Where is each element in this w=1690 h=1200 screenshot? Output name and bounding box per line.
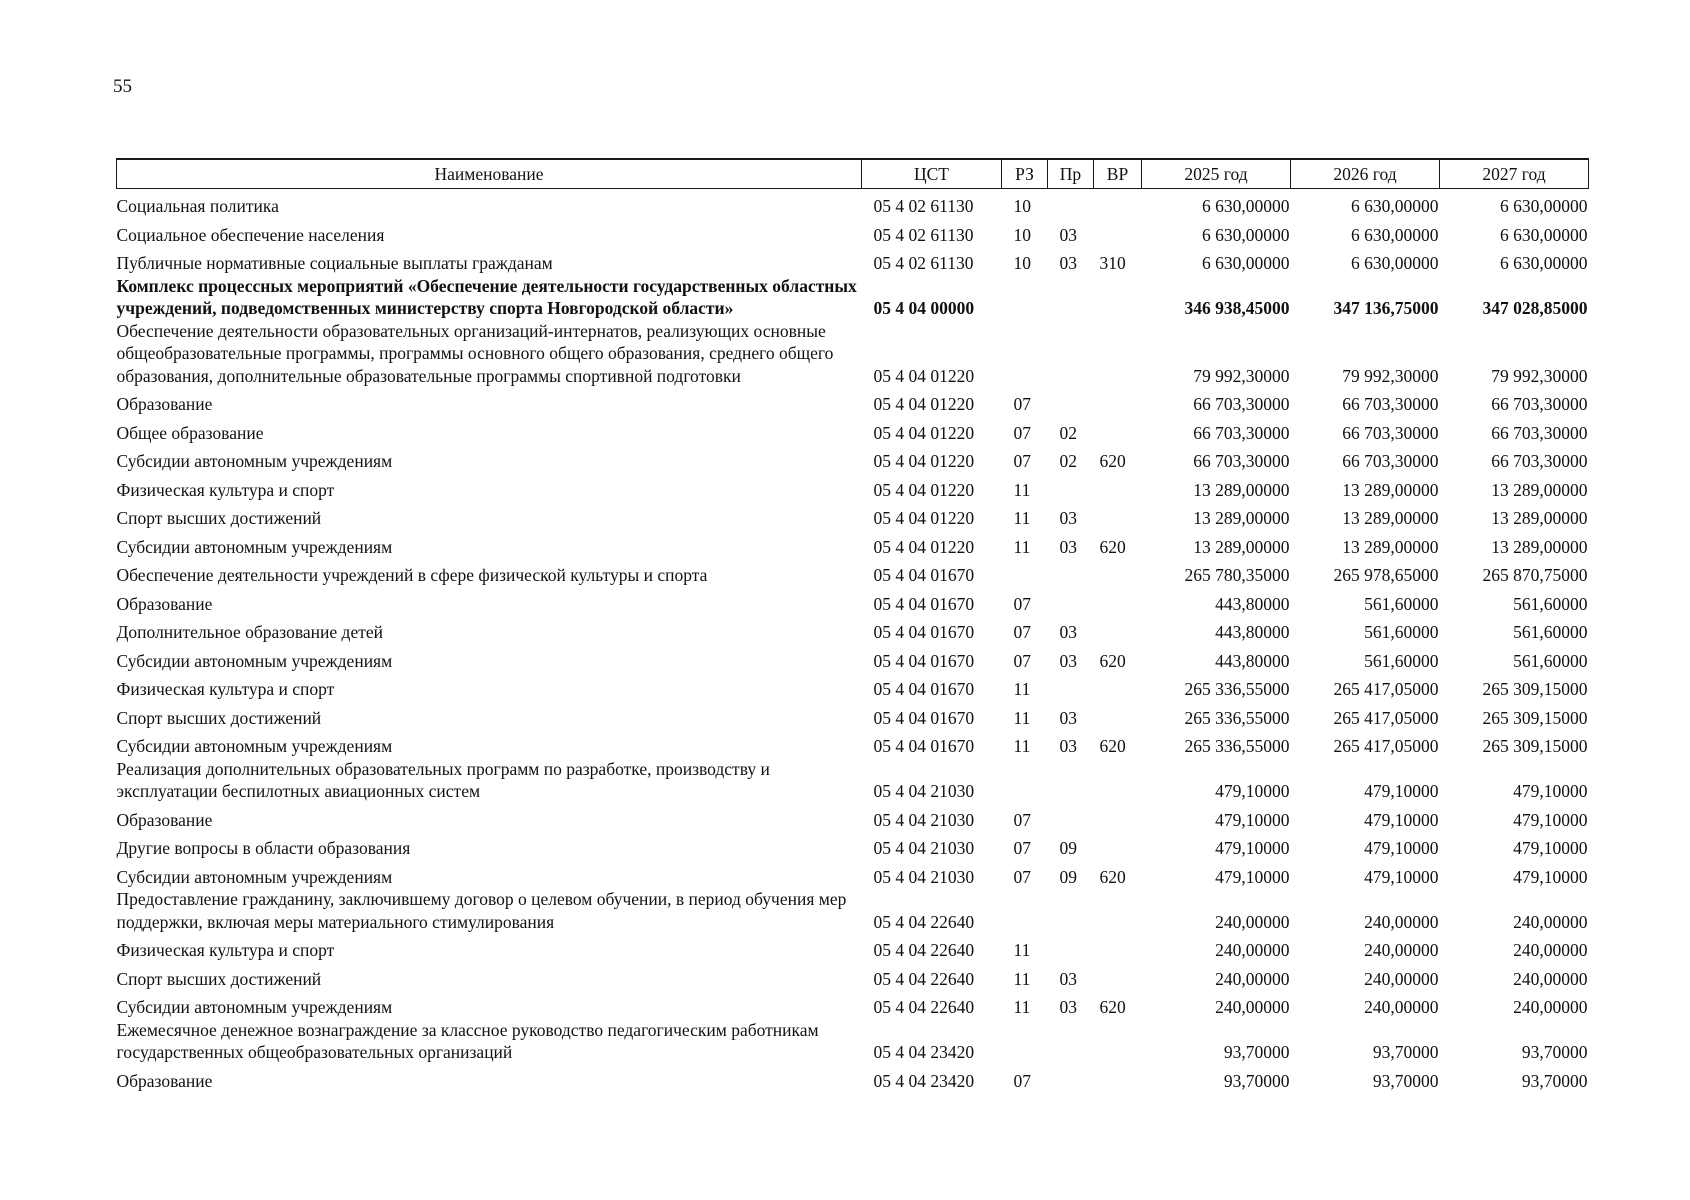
row-pr [1048, 275, 1094, 320]
row-cst: 05 4 04 01220 [873, 422, 975, 443]
table-row [117, 615, 1589, 644]
row-pr [1048, 320, 1094, 388]
row-vr [1094, 387, 1142, 416]
row-name: Обеспечение деятельности образовательных организаций-интернатов, реализующих основные общеобразовательные программы, программы основного общего образования, среднего общего образования, дополнительные образовательные программы спортивной подготовки [116, 320, 834, 386]
row-pr: 09 [1059, 838, 1077, 858]
row-2025: 443,80000 [1215, 650, 1290, 671]
row-2026: 6 630,00000 [1351, 224, 1439, 245]
row-name: Субсидии автономным учреждениям [116, 736, 393, 756]
row-pr: 03 [1059, 736, 1077, 756]
row-pr [1048, 587, 1094, 616]
row-rz: 11 [1013, 736, 1031, 756]
row-2026: 265 978,65000 [1333, 565, 1439, 585]
table-row [117, 701, 1589, 730]
row-pr [1048, 758, 1094, 803]
row-cst: 05 4 04 01670 [873, 736, 975, 756]
row-name: Образование [116, 593, 213, 614]
row-2027: 66 703,30000 [1491, 422, 1588, 443]
row-2027: 66 703,30000 [1491, 394, 1588, 414]
row-rz [1002, 558, 1048, 587]
row-2027: 6 630,00000 [1500, 224, 1588, 245]
row-pr [1048, 888, 1094, 933]
table-row [117, 860, 1589, 889]
row-vr [1094, 672, 1142, 701]
row-2025: 479,10000 [1215, 866, 1290, 887]
header-vr: ВР [1094, 159, 1142, 189]
row-2026: 93,70000 [1372, 1070, 1439, 1091]
row-name: Образование [116, 1070, 213, 1091]
row-rz: 07 [1013, 866, 1031, 887]
row-2026: 6 630,00000 [1351, 253, 1439, 273]
row-vr [1094, 473, 1142, 502]
row-2025: 93,70000 [1223, 1070, 1290, 1091]
row-cst: 05 4 04 22640 [873, 997, 975, 1017]
row-2026: 240,00000 [1364, 968, 1439, 989]
row-2027: 6 630,00000 [1500, 253, 1588, 273]
table-row [117, 218, 1589, 247]
row-name: Образование [116, 394, 213, 414]
row-pr [1048, 933, 1094, 962]
header-rz: РЗ [1002, 159, 1048, 189]
row-pr: 03 [1059, 508, 1077, 528]
row-2025: 240,00000 [1215, 997, 1290, 1017]
row-cst: 05 4 04 21030 [873, 781, 975, 801]
table-row [117, 275, 1589, 320]
row-vr: 620 [1099, 866, 1126, 887]
row-cst: 05 4 04 22640 [873, 968, 975, 989]
row-cst: 05 4 04 01670 [873, 593, 975, 614]
row-2025: 443,80000 [1215, 622, 1290, 642]
row-2025: 66 703,30000 [1193, 451, 1290, 471]
row-2026: 13 289,00000 [1342, 536, 1439, 557]
table-row [117, 246, 1589, 275]
table-row [117, 729, 1589, 758]
row-name: Предоставление гражданину, заключившему договор о целевом обучении, в период обучения мер поддержки, включая меры материального стимулирования [116, 889, 847, 932]
row-2025: 240,00000 [1215, 968, 1290, 989]
row-rz: 11 [1013, 536, 1031, 557]
row-name: Образование [116, 809, 213, 830]
row-pr: 09 [1059, 866, 1077, 887]
row-2026: 240,00000 [1364, 997, 1439, 1017]
header-2025: 2025 год [1142, 159, 1291, 189]
row-name: Другие вопросы в области образования [116, 838, 411, 858]
row-2025: 6 630,00000 [1202, 253, 1290, 273]
row-name: Общее образование [116, 422, 264, 443]
row-vr [1094, 501, 1142, 530]
row-cst: 05 4 04 01670 [873, 622, 975, 642]
row-vr [1094, 831, 1142, 860]
row-name: Субсидии автономным учреждениям [116, 866, 393, 887]
row-rz [1002, 758, 1048, 803]
header-cst: ЦСТ [862, 159, 1002, 189]
row-rz: 07 [1013, 593, 1031, 614]
row-2026: 66 703,30000 [1342, 394, 1439, 414]
row-2027: 13 289,00000 [1491, 536, 1588, 557]
row-name: Субсидии автономным учреждениям [116, 650, 393, 671]
row-vr [1094, 933, 1142, 962]
table-row [117, 831, 1589, 860]
row-cst: 05 4 04 01220 [873, 451, 975, 471]
table-row [117, 933, 1589, 962]
row-2027: 240,00000 [1513, 968, 1588, 989]
table-row [117, 530, 1589, 559]
row-2027: 479,10000 [1513, 781, 1588, 801]
row-pr [1048, 1064, 1094, 1093]
row-vr [1094, 615, 1142, 644]
row-vr [1094, 275, 1142, 320]
row-2025: 79 992,30000 [1193, 365, 1290, 386]
row-2025: 93,70000 [1223, 1042, 1290, 1062]
row-cst: 05 4 04 22640 [873, 911, 975, 932]
row-cst: 05 4 04 01220 [873, 365, 975, 386]
row-2027: 347 028,85000 [1482, 298, 1588, 318]
row-vr: 310 [1099, 253, 1126, 273]
row-name: Субсидии автономным учреждениям [116, 997, 393, 1017]
row-name: Социальное обеспечение населения [116, 224, 385, 245]
row-2026: 479,10000 [1364, 838, 1439, 858]
row-name: Комплекс процессных мероприятий «Обеспечение деятельности государственных областных учреждений, подведомственных министерству спорта Новгородской области» [116, 275, 857, 318]
row-2027: 79 992,30000 [1491, 365, 1588, 386]
row-2025: 346 938,45000 [1184, 298, 1290, 318]
row-pr: 03 [1059, 997, 1077, 1017]
table-header [117, 159, 1589, 189]
row-cst: 05 4 02 61130 [873, 224, 974, 245]
row-2027: 93,70000 [1521, 1042, 1588, 1062]
row-cst: 05 4 04 01670 [873, 707, 975, 728]
row-pr: 03 [1059, 707, 1077, 728]
row-rz: 07 [1013, 451, 1031, 471]
row-name: Реализация дополнительных образовательных программ по разработке, производству и эксплуатации беспилотных авиационных систем [116, 758, 770, 801]
row-2027: 265 870,75000 [1482, 565, 1588, 585]
row-name: Обеспечение деятельности учреждений в сфере физической культуры и спорта [116, 565, 708, 585]
row-2027: 265 309,15000 [1482, 707, 1588, 728]
row-name: Ежемесячное денежное вознаграждение за классное руководство педагогическим работникам государственных общеобразовательных организаций [116, 1019, 819, 1062]
row-pr [1048, 803, 1094, 832]
row-2027: 240,00000 [1513, 997, 1588, 1017]
row-rz: 07 [1013, 622, 1031, 642]
row-name: Спорт высших достижений [116, 508, 322, 528]
row-vr [1094, 416, 1142, 445]
row-pr: 02 [1059, 451, 1077, 471]
row-vr [1094, 189, 1142, 218]
row-name: Физическая культура и спорт [116, 479, 335, 500]
row-pr [1048, 1019, 1094, 1064]
row-name: Спорт высших достижений [116, 968, 322, 989]
row-vr [1094, 587, 1142, 616]
row-cst: 05 4 04 21030 [873, 838, 975, 858]
table-row [117, 888, 1589, 933]
row-pr [1048, 558, 1094, 587]
table-row [117, 444, 1589, 473]
row-2027: 479,10000 [1513, 838, 1588, 858]
row-2025: 6 630,00000 [1202, 224, 1290, 245]
row-cst: 05 4 04 01220 [873, 536, 975, 557]
row-vr: 620 [1099, 997, 1126, 1017]
row-2027: 66 703,30000 [1491, 451, 1588, 471]
row-vr [1094, 1019, 1142, 1064]
row-2026: 265 417,05000 [1333, 736, 1439, 756]
row-2026: 13 289,00000 [1342, 508, 1439, 528]
row-cst: 05 4 04 21030 [873, 809, 975, 830]
row-name: Физическая культура и спорт [116, 940, 335, 960]
row-rz: 07 [1013, 1070, 1031, 1091]
row-cst: 05 4 04 23420 [873, 1070, 975, 1091]
row-pr: 03 [1059, 253, 1077, 273]
row-2026: 479,10000 [1364, 809, 1439, 830]
row-name: Социальная политика [116, 196, 279, 216]
table-row [117, 387, 1589, 416]
table-row [117, 501, 1589, 530]
row-cst: 05 4 04 21030 [873, 866, 975, 887]
row-cst: 05 4 04 00000 [873, 298, 975, 318]
row-name: Субсидии автономным учреждениям [116, 536, 393, 557]
header-name: Наименование [117, 159, 862, 189]
row-2027: 6 630,00000 [1500, 196, 1588, 216]
header-2026: 2026 год [1291, 159, 1440, 189]
row-vr: 620 [1099, 536, 1126, 557]
row-2025: 265 336,55000 [1184, 707, 1290, 728]
row-cst: 05 4 04 01220 [873, 394, 975, 414]
row-2025: 479,10000 [1215, 781, 1290, 801]
row-rz: 11 [1013, 940, 1031, 960]
row-2025: 13 289,00000 [1193, 536, 1290, 557]
row-vr [1094, 888, 1142, 933]
table-row [117, 1019, 1589, 1064]
row-cst: 05 4 02 61130 [873, 253, 974, 273]
row-rz: 07 [1013, 422, 1031, 443]
row-2027: 561,60000 [1513, 593, 1588, 614]
row-pr: 03 [1059, 224, 1077, 245]
row-rz: 11 [1013, 707, 1031, 728]
row-2026: 347 136,75000 [1333, 298, 1439, 318]
row-cst: 05 4 04 01670 [873, 650, 975, 671]
row-vr [1094, 701, 1142, 730]
table-row [117, 1064, 1589, 1093]
row-2025: 265 336,55000 [1184, 679, 1290, 699]
row-rz: 07 [1013, 809, 1031, 830]
row-2027: 561,60000 [1513, 650, 1588, 671]
row-pr: 03 [1059, 968, 1077, 989]
table-row [117, 320, 1589, 388]
table-row [117, 758, 1589, 803]
table-row [117, 587, 1589, 616]
row-vr: 620 [1099, 736, 1126, 756]
row-2027: 265 309,15000 [1482, 679, 1588, 699]
row-2026: 240,00000 [1364, 911, 1439, 932]
table-row [117, 416, 1589, 445]
row-2027: 240,00000 [1513, 940, 1588, 960]
row-pr: 03 [1059, 536, 1077, 557]
page-number: 55 [113, 76, 132, 97]
row-2026: 93,70000 [1372, 1042, 1439, 1062]
row-2026: 6 630,00000 [1351, 196, 1439, 216]
table-row [117, 189, 1589, 218]
row-pr [1048, 189, 1094, 218]
row-rz: 07 [1013, 838, 1031, 858]
row-2025: 479,10000 [1215, 809, 1290, 830]
row-rz: 11 [1013, 997, 1031, 1017]
table-row [117, 473, 1589, 502]
row-2026: 265 417,05000 [1333, 707, 1439, 728]
row-2026: 79 992,30000 [1342, 365, 1439, 386]
table-row [117, 990, 1589, 1019]
table-row [117, 558, 1589, 587]
row-2026: 240,00000 [1364, 940, 1439, 960]
row-pr [1048, 473, 1094, 502]
row-2026: 13 289,00000 [1342, 479, 1439, 500]
budget-table [116, 158, 1589, 1092]
table-row [117, 672, 1589, 701]
row-vr: 620 [1099, 650, 1126, 671]
row-2027: 93,70000 [1521, 1070, 1588, 1091]
row-vr [1094, 758, 1142, 803]
row-rz: 11 [1013, 508, 1031, 528]
row-rz [1002, 1019, 1048, 1064]
row-rz: 11 [1013, 479, 1031, 500]
row-pr: 02 [1059, 422, 1077, 443]
row-vr [1094, 803, 1142, 832]
row-vr [1094, 1064, 1142, 1093]
row-2027: 13 289,00000 [1491, 479, 1588, 500]
row-pr: 03 [1059, 650, 1077, 671]
row-2025: 265 336,55000 [1184, 736, 1290, 756]
row-rz [1002, 275, 1048, 320]
row-2026: 561,60000 [1364, 593, 1439, 614]
row-name: Спорт высших достижений [116, 707, 322, 728]
row-2026: 66 703,30000 [1342, 422, 1439, 443]
row-2025: 13 289,00000 [1193, 508, 1290, 528]
table-row [117, 803, 1589, 832]
row-2026: 561,60000 [1364, 622, 1439, 642]
row-rz: 11 [1013, 679, 1031, 699]
row-2025: 265 780,35000 [1184, 565, 1290, 585]
row-2027: 479,10000 [1513, 809, 1588, 830]
row-cst: 05 4 04 01670 [873, 679, 975, 699]
row-vr [1094, 320, 1142, 388]
row-cst: 05 4 04 22640 [873, 940, 975, 960]
header-row [117, 159, 1589, 189]
row-2025: 479,10000 [1215, 838, 1290, 858]
table-row [117, 644, 1589, 673]
header-pr: Пр [1048, 159, 1094, 189]
row-2027: 479,10000 [1513, 866, 1588, 887]
row-vr [1094, 218, 1142, 247]
row-2026: 66 703,30000 [1342, 451, 1439, 471]
row-vr [1094, 558, 1142, 587]
row-rz: 11 [1013, 968, 1031, 989]
row-rz: 10 [1013, 253, 1031, 273]
row-cst: 05 4 02 61130 [873, 196, 974, 216]
row-name: Публичные нормативные социальные выплаты гражданам [116, 253, 553, 273]
row-2026: 561,60000 [1364, 650, 1439, 671]
table-body [117, 189, 1589, 1093]
row-2025: 443,80000 [1215, 593, 1290, 614]
row-2027: 240,00000 [1513, 911, 1588, 932]
row-name: Дополнительное образование детей [116, 622, 383, 642]
row-cst: 05 4 04 23420 [873, 1042, 975, 1062]
row-2025: 66 703,30000 [1193, 422, 1290, 443]
row-2025: 6 630,00000 [1202, 196, 1290, 216]
row-2025: 240,00000 [1215, 911, 1290, 932]
row-2027: 265 309,15000 [1482, 736, 1588, 756]
row-2027: 13 289,00000 [1491, 508, 1588, 528]
row-vr [1094, 962, 1142, 991]
row-name: Субсидии автономным учреждениям [116, 451, 393, 471]
row-2025: 240,00000 [1215, 940, 1290, 960]
row-2025: 13 289,00000 [1193, 479, 1290, 500]
table-row [117, 962, 1589, 991]
row-vr: 620 [1099, 451, 1126, 471]
row-cst: 05 4 04 01670 [873, 565, 975, 585]
row-pr [1048, 387, 1094, 416]
header-2027: 2027 год [1440, 159, 1589, 189]
row-rz: 10 [1013, 224, 1031, 245]
row-rz [1002, 320, 1048, 388]
row-rz [1002, 888, 1048, 933]
row-name: Физическая культура и спорт [116, 679, 335, 699]
row-cst: 05 4 04 01220 [873, 508, 975, 528]
row-rz: 07 [1013, 394, 1031, 414]
row-2027: 561,60000 [1513, 622, 1588, 642]
row-rz: 07 [1013, 650, 1031, 671]
row-2026: 265 417,05000 [1333, 679, 1439, 699]
row-cst: 05 4 04 01220 [873, 479, 975, 500]
row-2026: 479,10000 [1364, 781, 1439, 801]
row-pr [1048, 672, 1094, 701]
row-2026: 479,10000 [1364, 866, 1439, 887]
row-2025: 66 703,30000 [1193, 394, 1290, 414]
row-rz: 10 [1013, 196, 1031, 216]
row-pr: 03 [1059, 622, 1077, 642]
